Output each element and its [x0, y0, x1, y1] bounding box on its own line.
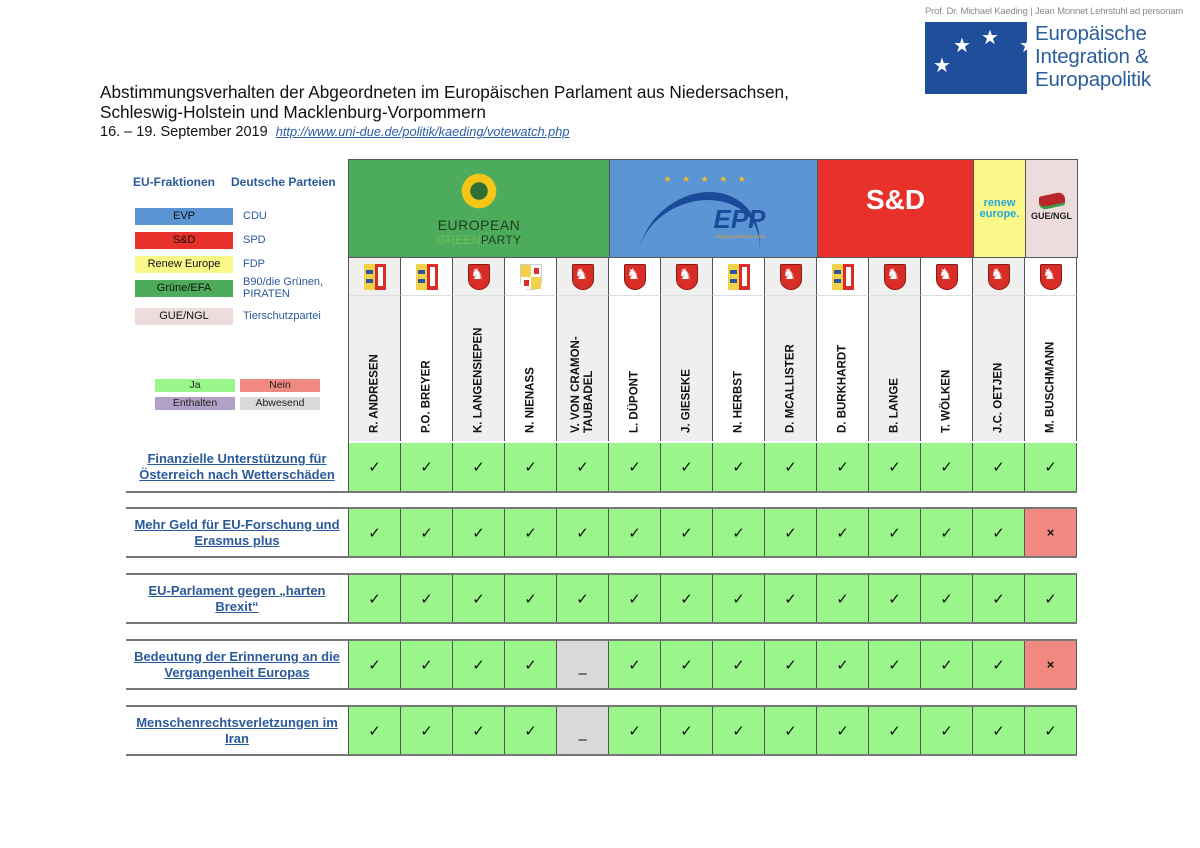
niedersachsen-crest-icon — [936, 264, 958, 290]
crest-cell — [505, 258, 557, 295]
crest-cell — [1025, 258, 1077, 295]
row-bottom-border — [126, 754, 1077, 756]
crest-cell — [557, 258, 609, 295]
epp-logo-text: EPP — [713, 203, 766, 234]
date-line — [100, 124, 570, 140]
legend-partei-3: B90/die Grünen, PIRATEN — [243, 276, 324, 300]
niedersachsen-crest-icon — [676, 264, 698, 290]
vote-cell-ja: ✓ — [921, 707, 973, 754]
crest-cell — [765, 258, 817, 295]
party-header-gue-ngl — [1025, 159, 1078, 258]
crest-cell — [609, 258, 661, 295]
renew-logo-subtext: europe. — [979, 208, 1020, 220]
horse-icon: ♞ — [938, 265, 952, 283]
vote-cell-ja: ✓ — [453, 443, 505, 491]
vote-topic[interactable]: Mehr Geld für EU-Forschung und Erasmus plus — [134, 516, 340, 548]
party-header-epp — [609, 159, 818, 258]
member-name: K. LANGENSIEPEN — [472, 327, 484, 433]
niedersachsen-crest-icon — [988, 264, 1010, 290]
member-name-cell — [921, 295, 973, 441]
vote-cell-ja: ✓ — [973, 707, 1025, 754]
vote-cell-ja: ✓ — [349, 575, 401, 622]
legend-fraktion-1: S&D — [135, 232, 233, 249]
title-line: Abstimmungsverhalten der Abgeordneten im Europäischen Parlament aus Niedersachsen, — [100, 82, 789, 102]
vote-cell-ja: ✓ — [973, 509, 1025, 556]
member-name: P.O. BREYER — [420, 360, 432, 433]
crest-cell — [713, 258, 765, 295]
vote-cell-ja: ✓ — [921, 443, 973, 491]
member-name-cell — [869, 295, 921, 441]
mecklenburg-vorpommern-crest-icon — [520, 264, 542, 290]
vote-cell-ja: ✓ — [817, 641, 869, 688]
legend-fraktion-2: Renew Europe — [135, 256, 233, 273]
vote-cell-ja: ✓ — [453, 641, 505, 688]
vote-cell-ja: ✓ — [505, 443, 557, 491]
vote-cell-ja: ✓ — [505, 509, 557, 556]
vote-cell-ja: ✓ — [869, 575, 921, 622]
niedersachsen-crest-icon — [884, 264, 906, 290]
vote-cell-ja: ✓ — [869, 641, 921, 688]
member-name: M. BUSCHMANN — [1044, 341, 1056, 433]
vote-cell-ja: ✓ — [609, 509, 661, 556]
vote-key-abwesend: Abwesend — [240, 397, 320, 410]
epp-logo-subtext: European People's Party — [715, 233, 766, 239]
vote-cell-ja: ✓ — [401, 641, 453, 688]
vote-cell-ja: ✓ — [661, 509, 713, 556]
vote-cell-nein: × — [1025, 509, 1077, 556]
vote-key-ja: Ja — [155, 379, 235, 392]
eu-stars-logo — [925, 22, 1037, 94]
vote-cell-ja: ✓ — [401, 575, 453, 622]
vote-row — [349, 443, 1077, 491]
legend-fraktion-3: Grüne/EFA — [135, 280, 233, 297]
vote-cell-ja: ✓ — [349, 641, 401, 688]
schleswig-holstein-crest-icon — [832, 264, 854, 290]
legend-partei-0: CDU — [243, 210, 267, 222]
gue-flag-icon — [1039, 191, 1065, 211]
renew-logo-text: renew — [983, 197, 1016, 209]
horse-icon: ♞ — [470, 265, 484, 283]
vote-row — [349, 509, 1077, 556]
horse-icon: ♞ — [574, 265, 588, 283]
title-line: Schleswig-Holstein und Macklenburg-Vorpommern — [100, 102, 486, 122]
logo-line: Integration & — [1035, 45, 1149, 68]
vote-cell-ja: ✓ — [765, 509, 817, 556]
vote-cell-ja: ✓ — [713, 509, 765, 556]
vote-cell-ja: ✓ — [453, 707, 505, 754]
vote-cell-ja: ✓ — [713, 641, 765, 688]
member-name-cell — [401, 295, 453, 441]
member-name-cell — [765, 295, 817, 441]
legend-header-fraktionen: EU-Fraktionen — [133, 175, 216, 189]
vote-cell-ja: ✓ — [713, 575, 765, 622]
member-name-cell — [609, 295, 661, 441]
crest-cell — [349, 258, 401, 295]
vote-cell-ja: ✓ — [869, 509, 921, 556]
vote-cell-ja: ✓ — [765, 707, 817, 754]
legend-partei-4: Tierschutzpartei — [243, 310, 321, 322]
member-name: L. DÜPONT — [628, 371, 640, 433]
crest-cell — [453, 258, 505, 295]
date-range: 16. – 19. September 2019 — [100, 124, 268, 140]
vote-cell-ja: ✓ — [921, 575, 973, 622]
vote-cell-ja: ✓ — [1025, 443, 1077, 491]
member-name: D. BURKHARDT — [836, 344, 848, 433]
vote-cell-ja: ✓ — [505, 641, 557, 688]
star-icon: ★ — [981, 27, 999, 49]
party-header-european-green-party — [348, 159, 610, 258]
member-name: R. ANDRESEN — [368, 354, 380, 433]
vote-cell-ja: ✓ — [557, 509, 609, 556]
vote-topic[interactable]: Bedeutung der Erinnerung an die Vergangenheit Europas — [134, 648, 340, 680]
star-icon: ★ — [933, 55, 951, 77]
member-name-cell — [713, 295, 765, 441]
vote-topic[interactable]: Finanzielle Unterstützung für Österreich nach Wetterschäden — [139, 451, 335, 482]
logo-line: Europapolitik — [1035, 68, 1151, 91]
member-name: N. NIENASS — [524, 367, 536, 433]
vote-cell-ja: ✓ — [921, 641, 973, 688]
crest-cell — [661, 258, 713, 295]
niedersachsen-crest-icon — [780, 264, 802, 290]
member-name: J. GIESEKE — [680, 369, 692, 433]
vote-cell-ja: ✓ — [401, 443, 453, 491]
niedersachsen-crest-icon — [572, 264, 594, 290]
party-header-s-d — [817, 159, 974, 258]
vote-cell-ja: ✓ — [973, 443, 1025, 491]
vote-cell-nein: × — [1025, 641, 1077, 688]
vote-cell-ja: ✓ — [557, 443, 609, 491]
star-icon: ★ — [953, 35, 971, 57]
member-name-cell — [505, 295, 557, 441]
member-name: D. MCALLISTER — [784, 344, 796, 433]
member-name-cell — [1025, 295, 1077, 441]
vote-cell-ja: ✓ — [349, 707, 401, 754]
vote-cell-ja: ✓ — [869, 707, 921, 754]
vote-row — [349, 707, 1077, 754]
vote-cell-ja: ✓ — [817, 575, 869, 622]
vote-cell-ja: ✓ — [609, 641, 661, 688]
horse-icon: ♞ — [1042, 265, 1056, 283]
vote-cell-ja: ✓ — [1025, 707, 1077, 754]
egp-logo-subtext — [437, 233, 522, 247]
schleswig-holstein-crest-icon — [364, 264, 386, 290]
vote-cell-ja: ✓ — [401, 509, 453, 556]
sd-logo-text: S&D — [865, 183, 926, 215]
vote-cell-ja: ✓ — [817, 509, 869, 556]
vote-cell-ja: ✓ — [609, 707, 661, 754]
vote-cell-ja: ✓ — [349, 509, 401, 556]
star-icon: ★ — [1019, 35, 1037, 57]
member-name-cell — [973, 295, 1025, 441]
epp-logo — [644, 174, 784, 244]
horse-icon: ♞ — [782, 265, 796, 283]
logo-text — [1035, 22, 1151, 91]
vote-cell-abwesend: – — [557, 641, 609, 688]
vote-cell-ja: ✓ — [817, 707, 869, 754]
crest-cell — [817, 258, 869, 295]
vote-cell-ja: ✓ — [661, 575, 713, 622]
vote-row — [349, 575, 1077, 622]
vote-cell-ja: ✓ — [505, 707, 557, 754]
vote-row — [349, 641, 1077, 688]
member-name: N. HERBST — [732, 371, 744, 433]
table-left-border — [348, 159, 349, 443]
row-bottom-border — [126, 688, 1077, 690]
horse-icon: ♞ — [886, 265, 900, 283]
legend-header-parteien: Deutsche Parteien — [231, 175, 336, 189]
legend-fraktion-0: EVP — [135, 208, 233, 225]
page-title — [100, 82, 789, 122]
sunflower-icon — [459, 171, 499, 211]
legend-partei-1: SPD — [243, 234, 266, 246]
vote-cell-ja: ✓ — [609, 575, 661, 622]
vote-cell-ja: ✓ — [401, 707, 453, 754]
crest-cell — [401, 258, 453, 295]
egp-logo-text: EUROPEAN — [437, 216, 521, 233]
member-name: V. VON CRAMON- TAUBADEL — [569, 336, 595, 433]
author-credit: Prof. Dr. Michael Kaeding | Jean Monnet Lehrstuhl ad personam — [925, 6, 1184, 17]
vote-cell-ja: ✓ — [661, 443, 713, 491]
vote-cell-ja: ✓ — [1025, 575, 1077, 622]
horse-icon: ♞ — [626, 265, 640, 283]
member-name: J.C. OETJEN — [992, 362, 1004, 433]
vote-cell-ja: ✓ — [505, 575, 557, 622]
schleswig-holstein-crest-icon — [416, 264, 438, 290]
vote-cell-ja: ✓ — [765, 575, 817, 622]
vote-cell-ja: ✓ — [661, 707, 713, 754]
party-header-renew-europe — [973, 159, 1026, 258]
niedersachsen-crest-icon — [1040, 264, 1062, 290]
vote-key-enthalten: Enthalten — [155, 397, 235, 410]
vote-cell-ja: ✓ — [973, 575, 1025, 622]
legend-partei-2: FDP — [243, 258, 265, 270]
vote-key-nein: Nein — [240, 379, 320, 392]
vote-cell-ja: ✓ — [609, 443, 661, 491]
vote-cell-ja: ✓ — [765, 443, 817, 491]
member-name-cell — [661, 295, 713, 441]
vote-cell-ja: ✓ — [713, 443, 765, 491]
vote-topic[interactable]: EU-Parlament gegen „harten Brexit“ — [148, 582, 326, 614]
vote-cell-ja: ✓ — [557, 575, 609, 622]
vote-cell-ja: ✓ — [765, 641, 817, 688]
member-name-cell — [817, 295, 869, 441]
member-name-cell — [557, 295, 609, 441]
logo-line: Europäische — [1035, 22, 1147, 45]
vote-cell-ja: ✓ — [661, 641, 713, 688]
vote-cell-ja: ✓ — [973, 641, 1025, 688]
row-bottom-border — [126, 622, 1077, 624]
vote-cell-ja: ✓ — [453, 509, 505, 556]
niedersachsen-crest-icon — [624, 264, 646, 290]
epp-stars-icon: ★ ★ ★ ★ ★ — [663, 173, 750, 184]
member-name-cell — [349, 295, 401, 441]
schleswig-holstein-crest-icon — [728, 264, 750, 290]
vote-topic[interactable]: Menschenrechtsverletzungen im Iran — [136, 714, 338, 746]
vote-cell-ja: ✓ — [869, 443, 921, 491]
egp-green-text: GREEN — [436, 232, 481, 247]
legend-fraktion-4: GUE/NGL — [135, 308, 233, 325]
vote-cell-ja: ✓ — [817, 443, 869, 491]
member-name: B. LANGE — [888, 378, 900, 433]
horse-icon: ♞ — [678, 265, 692, 283]
gue-logo-text: GUE/NGL — [1030, 211, 1072, 221]
niedersachsen-crest-icon — [468, 264, 490, 290]
vote-cell-ja: ✓ — [921, 509, 973, 556]
row-bottom-border — [126, 556, 1077, 558]
crest-cell — [921, 258, 973, 295]
crest-cell — [869, 258, 921, 295]
vote-cell-ja: ✓ — [349, 443, 401, 491]
horse-icon: ♞ — [990, 265, 1004, 283]
votewatch-link[interactable]: http://www.uni-due.de/politik/kaeding/votewatch.php — [275, 124, 570, 139]
egp-party-text: PARTY — [480, 232, 522, 247]
crest-cell — [973, 258, 1025, 295]
vote-cell-abwesend: – — [557, 707, 609, 754]
vote-cell-ja: ✓ — [453, 575, 505, 622]
vote-cell-ja: ✓ — [713, 707, 765, 754]
member-name-cell — [453, 295, 505, 441]
row-bottom-border — [126, 491, 1077, 493]
member-name: T. WÖLKEN — [940, 369, 952, 433]
